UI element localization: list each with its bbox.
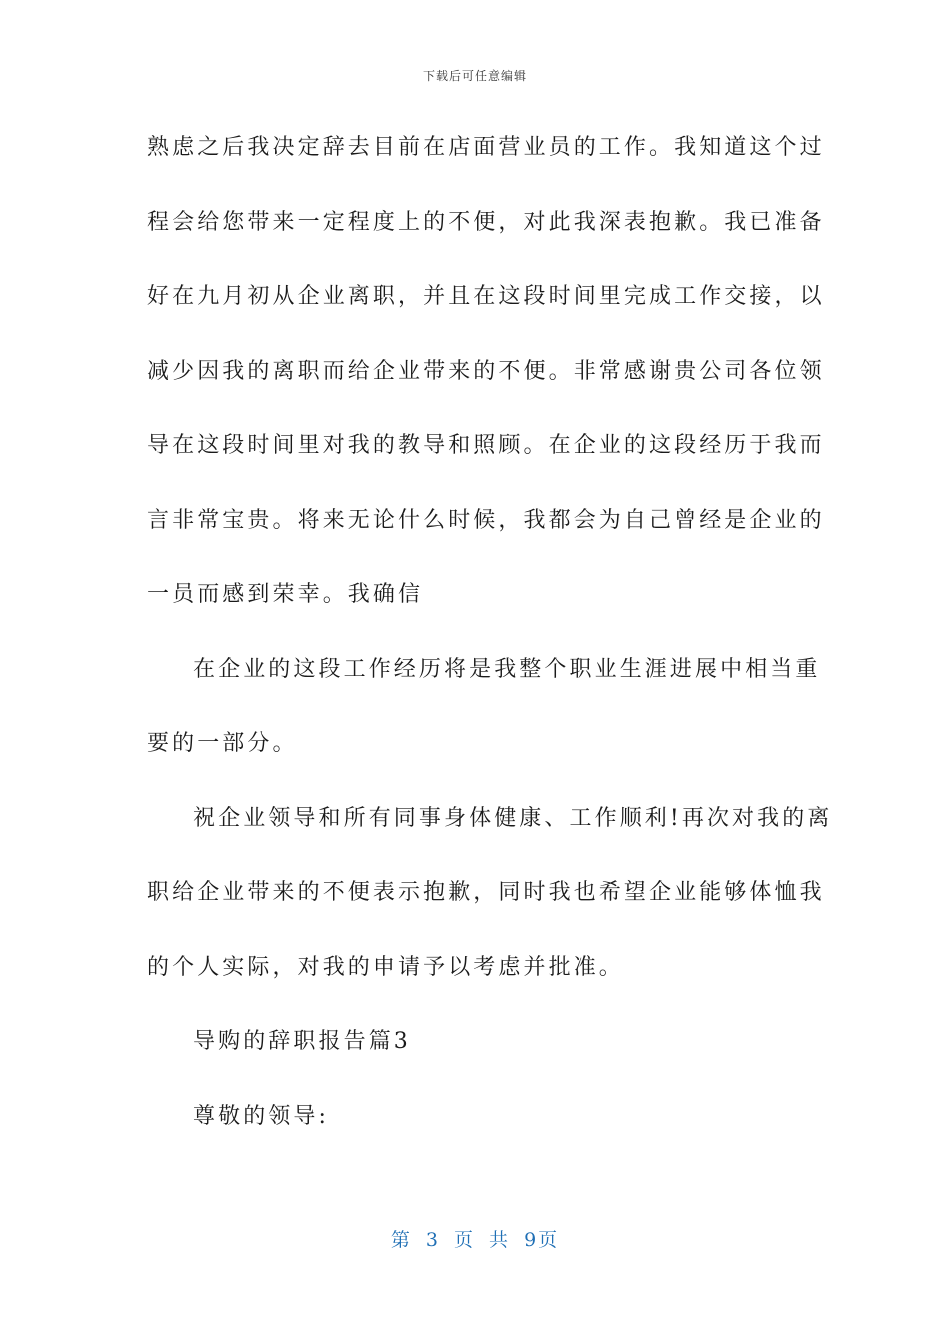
body-line: 好在九月初从企业离职，并且在这段时间里完成工作交接，以: [147, 284, 825, 309]
paragraph-start-line: 在企业的这段工作经历将是我整个职业生涯进展中相当重: [193, 656, 821, 682]
body-line: 一员而感到荣幸。我确信: [147, 582, 424, 607]
body-line: 导在这段时间里对我的教导和照顾。在企业的这段经历于我而: [147, 433, 825, 458]
body-line: 熟虑之后我决定辞去目前在店面营业员的工作。我知道这个过: [147, 135, 825, 160]
body-line: 言非常宝贵。将来无论什么时候，我都会为自己曾经是企业的: [147, 507, 825, 533]
paragraph-start-line: 祝企业领导和所有同事身体健康、工作顺利!再次对我的离: [193, 805, 833, 831]
page-number: 第 3 页 共 9页: [390, 1229, 560, 1251]
document-body: [147, 128, 833, 1171]
body-line: 减少因我的离职而给企业带来的不便。非常感谢贵公司各位领: [147, 358, 825, 384]
body-line: 职给企业带来的不便表示抱歉，同时我也希望企业能够体恤我: [147, 880, 825, 905]
body-line: 的个人实际，对我的申请予以考虑并批准。: [147, 954, 624, 980]
section-heading: 导购的辞职报告篇3: [193, 1029, 411, 1054]
body-line: 要的一部分。: [147, 731, 298, 756]
salutation: 尊敬的领导:: [193, 1103, 330, 1129]
body-line: 程会给您带来一定程度上的不便，对此我深表抱歉。我已准备: [147, 209, 825, 235]
header-note: 下载后可任意编辑: [422, 69, 527, 83]
